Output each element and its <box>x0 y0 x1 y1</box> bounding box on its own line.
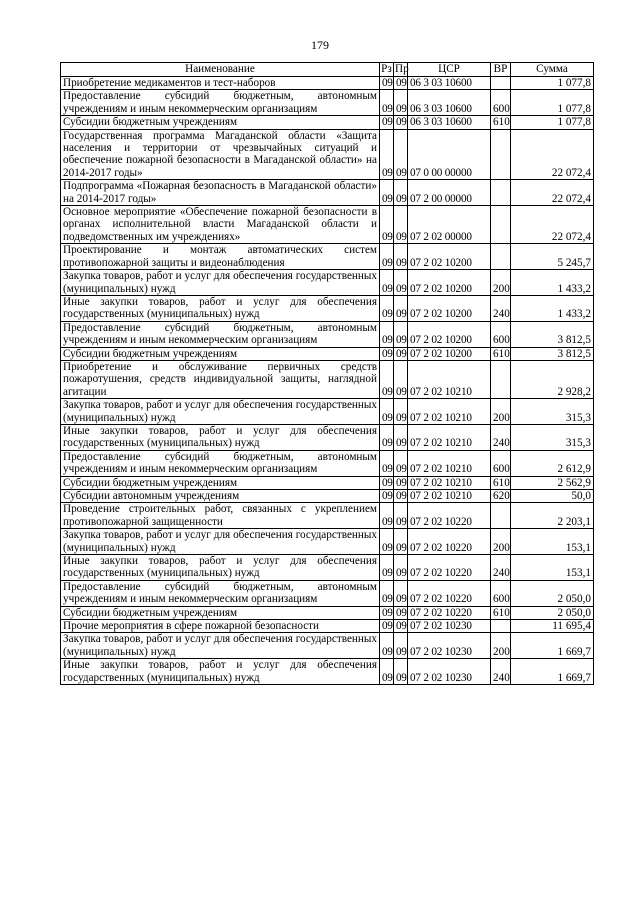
cell-csr: 06 3 03 10600 <box>408 77 491 90</box>
cell-csr: 07 2 02 10230 <box>408 620 491 633</box>
cell-sum: 22 072,4 <box>511 180 594 206</box>
cell-rz: 09 <box>380 476 394 489</box>
cell-rz: 09 <box>380 129 394 180</box>
cell-rz: 09 <box>380 180 394 206</box>
cell-vr <box>491 180 511 206</box>
cell-rz: 09 <box>380 659 394 685</box>
table-row <box>61 503 594 529</box>
cell-vr: 600 <box>491 90 511 116</box>
cell-pr: 09 <box>394 270 408 296</box>
cell-rz: 09 <box>380 503 394 529</box>
cell-vr: 240 <box>491 295 511 321</box>
cell-name: Закупка товаров, работ и услуг для обеспечения государственных (муниципальных) нужд <box>61 633 380 659</box>
cell-name: Закупка товаров, работ и услуг для обеспечения государственных (муниципальных) нужд <box>61 270 380 296</box>
cell-pr: 09 <box>394 424 408 450</box>
table-row <box>61 244 594 270</box>
cell-rz: 09 <box>380 270 394 296</box>
cell-name: Субсидии бюджетным учреждениям <box>61 606 380 619</box>
cell-rz: 09 <box>380 399 394 425</box>
table-row <box>61 606 594 619</box>
cell-vr: 240 <box>491 424 511 450</box>
cell-pr: 09 <box>394 529 408 555</box>
cell-csr: 07 2 02 10200 <box>408 321 491 347</box>
cell-csr: 07 2 02 10200 <box>408 244 491 270</box>
cell-sum: 2 562,9 <box>511 476 594 489</box>
column-header-csr: ЦСР <box>408 63 491 77</box>
cell-name: Предоставление субсидий бюджетным, автономным учреждениям и иным некоммерческим организациям <box>61 450 380 476</box>
table-row <box>61 295 594 321</box>
cell-pr: 09 <box>394 206 408 244</box>
cell-name: Субсидии бюджетным учреждениям <box>61 116 380 129</box>
cell-name: Государственная программа Магаданской области «Защита населения и территории от чрезвычайных ситуаций и обеспечение пожарной безопасности в Магаданской области» на 2014-2017 годы» <box>61 129 380 180</box>
cell-name: Предоставление субсидий бюджетным, автономным учреждениям и иным некоммерческим организациям <box>61 580 380 606</box>
table-row <box>61 180 594 206</box>
cell-vr: 610 <box>491 347 511 360</box>
column-header-name: Наименование <box>61 63 380 77</box>
cell-pr: 09 <box>394 129 408 180</box>
cell-csr: 07 2 02 10230 <box>408 659 491 685</box>
table-row <box>61 659 594 685</box>
cell-rz: 09 <box>380 555 394 581</box>
cell-vr: 200 <box>491 270 511 296</box>
cell-csr: 07 2 02 10220 <box>408 529 491 555</box>
cell-rz: 09 <box>380 77 394 90</box>
cell-name: Субсидии бюджетным учреждениям <box>61 476 380 489</box>
cell-pr: 09 <box>394 295 408 321</box>
cell-name: Предоставление субсидий бюджетным, автономным учреждениям и иным некоммерческим организациям <box>61 90 380 116</box>
cell-sum: 3 812,5 <box>511 321 594 347</box>
cell-name: Прочие мероприятия в сфере пожарной безопасности <box>61 620 380 633</box>
cell-pr: 09 <box>394 450 408 476</box>
table-row <box>61 529 594 555</box>
cell-name: Закупка товаров, работ и услуг для обеспечения государственных (муниципальных) нужд <box>61 399 380 425</box>
cell-name: Иные закупки товаров, работ и услуг для обеспечения государственных (муниципальных) нужд <box>61 659 380 685</box>
cell-vr <box>491 503 511 529</box>
table-row <box>61 347 594 360</box>
cell-sum: 3 812,5 <box>511 347 594 360</box>
cell-csr: 07 2 02 10210 <box>408 399 491 425</box>
cell-pr: 09 <box>394 555 408 581</box>
cell-pr: 09 <box>394 399 408 425</box>
cell-csr: 06 3 03 10600 <box>408 116 491 129</box>
cell-vr: 200 <box>491 633 511 659</box>
cell-rz: 09 <box>380 633 394 659</box>
cell-name: Приобретение медикаментов и тест-наборов <box>61 77 380 90</box>
cell-vr: 200 <box>491 529 511 555</box>
cell-rz: 09 <box>380 424 394 450</box>
cell-vr: 240 <box>491 659 511 685</box>
cell-vr <box>491 620 511 633</box>
cell-pr: 09 <box>394 90 408 116</box>
cell-csr: 07 2 02 10210 <box>408 360 491 398</box>
cell-sum: 1 077,8 <box>511 116 594 129</box>
cell-rz: 09 <box>380 490 394 503</box>
table-row <box>61 633 594 659</box>
cell-pr: 09 <box>394 360 408 398</box>
cell-sum: 1 433,2 <box>511 295 594 321</box>
cell-rz: 09 <box>380 360 394 398</box>
cell-pr: 09 <box>394 476 408 489</box>
cell-pr: 09 <box>394 620 408 633</box>
cell-sum: 2 050,0 <box>511 580 594 606</box>
cell-name: Иные закупки товаров, работ и услуг для обеспечения государственных (муниципальных) нужд <box>61 424 380 450</box>
cell-name: Иные закупки товаров, работ и услуг для обеспечения государственных (муниципальных) нужд <box>61 555 380 581</box>
cell-vr: 620 <box>491 490 511 503</box>
cell-sum: 153,1 <box>511 529 594 555</box>
column-header-sum: Сумма <box>511 63 594 77</box>
cell-vr: 200 <box>491 399 511 425</box>
cell-name: Проектирование и монтаж автоматических систем противопожарной защиты и видеонаблюдения <box>61 244 380 270</box>
table-row <box>61 580 594 606</box>
cell-rz: 09 <box>380 116 394 129</box>
table-header-row <box>61 63 594 77</box>
cell-name: Приобретение и обслуживание первичных средств пожаротушения, средств индивидуальной защиты, наглядной агитации <box>61 360 380 398</box>
cell-pr: 09 <box>394 244 408 270</box>
cell-rz: 09 <box>380 606 394 619</box>
budget-table <box>60 62 594 685</box>
cell-name: Субсидии бюджетным учреждениям <box>61 347 380 360</box>
table-row <box>61 490 594 503</box>
cell-sum: 1 077,8 <box>511 77 594 90</box>
cell-sum: 2 928,2 <box>511 360 594 398</box>
column-header-rz: Рз <box>381 63 392 76</box>
cell-rz: 09 <box>380 321 394 347</box>
cell-sum: 2 050,0 <box>511 606 594 619</box>
cell-sum: 11 695,4 <box>511 620 594 633</box>
table-row <box>61 424 594 450</box>
cell-vr: 610 <box>491 476 511 489</box>
cell-csr: 07 2 02 10200 <box>408 295 491 321</box>
cell-sum: 315,3 <box>511 424 594 450</box>
cell-pr: 09 <box>394 503 408 529</box>
cell-rz: 09 <box>380 580 394 606</box>
table-row <box>61 77 594 90</box>
cell-sum: 5 245,7 <box>511 244 594 270</box>
cell-vr <box>491 77 511 90</box>
cell-name: Субсидии автономным учреждениям <box>61 490 380 503</box>
cell-sum: 2 612,9 <box>511 450 594 476</box>
table-row <box>61 360 594 398</box>
cell-rz: 09 <box>380 620 394 633</box>
cell-csr: 07 2 02 10230 <box>408 633 491 659</box>
table-row <box>61 116 594 129</box>
cell-csr: 07 2 02 10200 <box>408 270 491 296</box>
cell-pr: 09 <box>394 347 408 360</box>
column-header-pr: Пр <box>395 63 409 76</box>
cell-sum: 315,3 <box>511 399 594 425</box>
table-row <box>61 450 594 476</box>
cell-vr: 610 <box>491 606 511 619</box>
page-number: 179 <box>311 38 329 52</box>
table-row <box>61 321 594 347</box>
table-row <box>61 399 594 425</box>
table-row <box>61 270 594 296</box>
column-header-vr: ВР <box>491 63 511 77</box>
cell-rz: 09 <box>380 244 394 270</box>
cell-csr: 07 2 02 10220 <box>408 580 491 606</box>
cell-csr: 07 2 02 10210 <box>408 450 491 476</box>
cell-pr: 09 <box>394 659 408 685</box>
cell-pr: 09 <box>394 321 408 347</box>
cell-sum: 2 203,1 <box>511 503 594 529</box>
cell-csr: 07 2 02 10210 <box>408 424 491 450</box>
cell-csr: 07 2 02 10210 <box>408 490 491 503</box>
cell-csr: 07 2 02 10210 <box>408 476 491 489</box>
cell-name: Иные закупки товаров, работ и услуг для обеспечения государственных (муниципальных) нужд <box>61 295 380 321</box>
cell-sum: 50,0 <box>511 490 594 503</box>
cell-csr: 07 2 02 10220 <box>408 606 491 619</box>
table-row <box>61 476 594 489</box>
cell-pr: 09 <box>394 580 408 606</box>
cell-name: Подпрограмма «Пожарная безопасность в Магаданской области» на 2014-2017 годы» <box>61 180 380 206</box>
cell-sum: 1 669,7 <box>511 659 594 685</box>
cell-csr: 07 2 00 00000 <box>408 180 491 206</box>
cell-sum: 22 072,4 <box>511 206 594 244</box>
cell-sum: 22 072,4 <box>511 129 594 180</box>
cell-csr: 07 2 02 00000 <box>408 206 491 244</box>
cell-sum: 153,1 <box>511 555 594 581</box>
cell-csr: 06 3 03 10600 <box>408 90 491 116</box>
cell-pr: 09 <box>394 116 408 129</box>
cell-vr: 600 <box>491 321 511 347</box>
cell-rz: 09 <box>380 347 394 360</box>
cell-vr: 600 <box>491 580 511 606</box>
cell-pr: 09 <box>394 490 408 503</box>
table-row <box>61 555 594 581</box>
table-row <box>61 206 594 244</box>
cell-vr <box>491 129 511 180</box>
table-row <box>61 90 594 116</box>
cell-sum: 1 077,8 <box>511 90 594 116</box>
cell-name: Основное мероприятие «Обеспечение пожарной безопасности в органах исполнительной власти Магаданской области и подведомственных им учреждениях» <box>61 206 380 244</box>
cell-vr <box>491 360 511 398</box>
table-row <box>61 620 594 633</box>
table-row <box>61 129 594 180</box>
cell-rz: 09 <box>380 90 394 116</box>
cell-name: Предоставление субсидий бюджетным, автономным учреждениям и иным некоммерческим организациям <box>61 321 380 347</box>
cell-vr: 240 <box>491 555 511 581</box>
cell-pr: 09 <box>394 633 408 659</box>
cell-rz: 09 <box>380 529 394 555</box>
cell-pr: 09 <box>394 606 408 619</box>
cell-vr: 610 <box>491 116 511 129</box>
cell-vr <box>491 244 511 270</box>
cell-pr: 09 <box>394 77 408 90</box>
cell-csr: 07 0 00 00000 <box>408 129 491 180</box>
cell-csr: 07 2 02 10220 <box>408 503 491 529</box>
cell-rz: 09 <box>380 450 394 476</box>
cell-vr: 600 <box>491 450 511 476</box>
cell-vr <box>491 206 511 244</box>
cell-rz: 09 <box>380 206 394 244</box>
cell-pr: 09 <box>394 180 408 206</box>
cell-rz: 09 <box>380 295 394 321</box>
cell-name: Закупка товаров, работ и услуг для обеспечения государственных (муниципальных) нужд <box>61 529 380 555</box>
cell-csr: 07 2 02 10200 <box>408 347 491 360</box>
cell-sum: 1 669,7 <box>511 633 594 659</box>
cell-sum: 1 433,2 <box>511 270 594 296</box>
cell-name: Проведение строительных работ, связанных с укреплением противопожарной защищенности <box>61 503 380 529</box>
cell-csr: 07 2 02 10220 <box>408 555 491 581</box>
